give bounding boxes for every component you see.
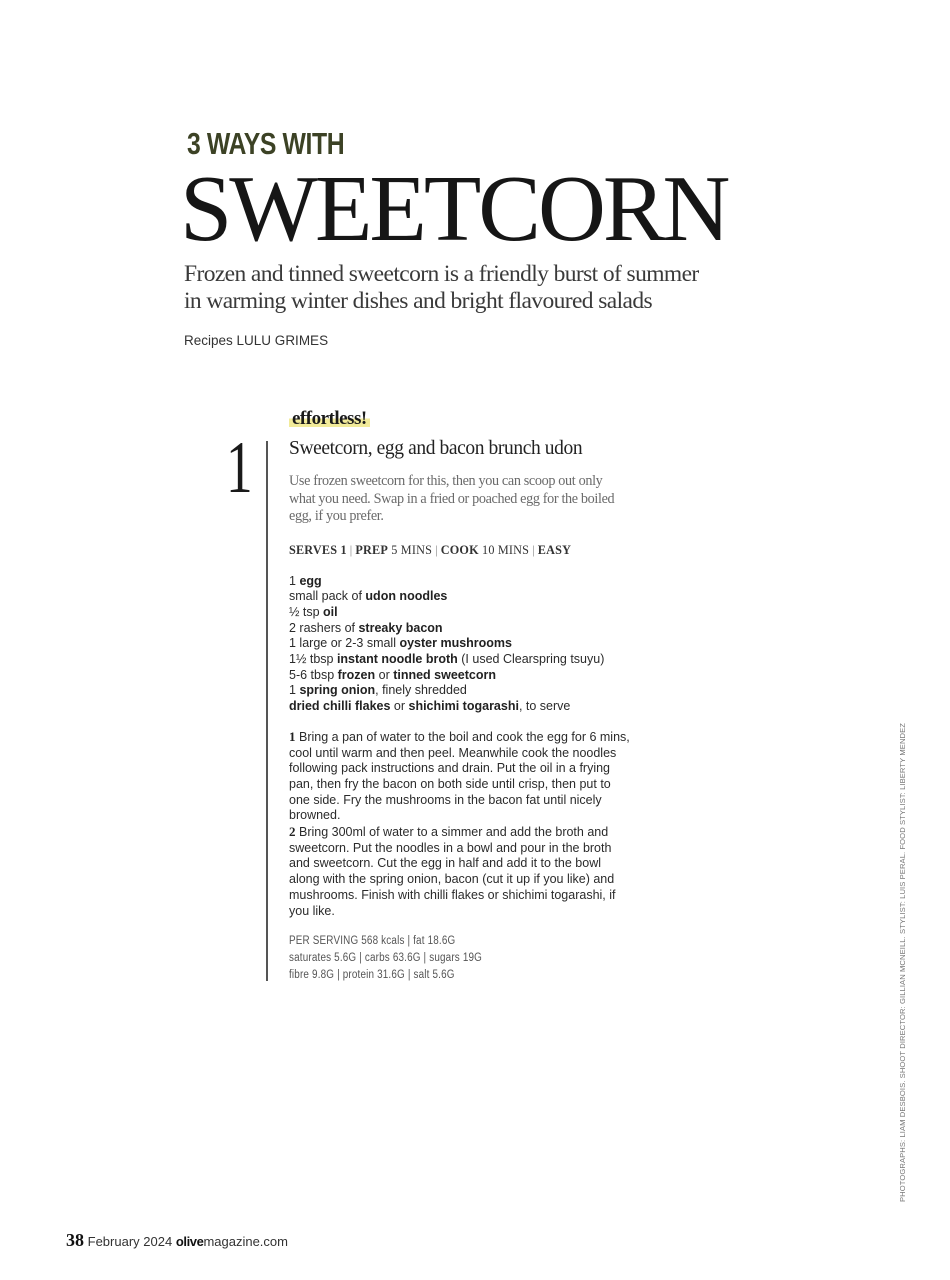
- effortless-tag: effortless!: [289, 408, 370, 430]
- nutrition-info: [289, 933, 586, 984]
- ingredient-item: ½ tsp oil: [289, 604, 338, 619]
- vertical-divider: [266, 441, 268, 981]
- ingredient-item: 1 spring onion, finely shredded: [289, 683, 467, 698]
- ingredient-item: 1 egg: [289, 573, 322, 588]
- photo-credits: PHOTOGRAPHS: LIAM DESBOIS. SHOOT DIRECTOR: GILLIAN MCNEILL. STYLIST: LUIS PERAL. FOOD STYLIST: LIBERTY MENDEZ: [898, 722, 907, 1202]
- method-step: [289, 824, 634, 919]
- difficulty: EASY: [537, 542, 572, 557]
- cook-value: 10 MINS: [482, 542, 530, 557]
- ingredient-item: 5-6 tbsp frozen or tinned sweetcorn: [289, 667, 496, 682]
- recipe-number: 1: [226, 427, 253, 509]
- nutrition-line: saturates 5.6G | carbs 63.6G | sugars 19G: [289, 952, 483, 965]
- standfirst: [184, 261, 744, 315]
- standfirst-line-1: Frozen and tinned sweetcorn is a friendly burst of summer: [184, 261, 699, 287]
- standfirst-line-2: in warming winter dishes and bright flavoured salads: [184, 288, 653, 314]
- site-name: magazine.com: [203, 1234, 288, 1249]
- ingredients-list: [289, 574, 634, 715]
- credit-prefix: Recipes: [184, 333, 233, 348]
- recipes-credit: [184, 333, 328, 348]
- method: [289, 729, 634, 919]
- page-number: 38: [66, 1230, 84, 1250]
- prep-label: PREP: [355, 542, 389, 557]
- ingredient-item: 1 large or 2-3 small oyster mushrooms: [289, 636, 512, 651]
- recipe-block: [289, 436, 634, 984]
- credit-name: LULU GRIMES: [236, 333, 329, 348]
- step-number: 2: [289, 824, 296, 840]
- section-kicker: 3 WAYS WITH: [187, 126, 345, 161]
- recipe-title: Sweetcorn, egg and bacon brunch udon: [289, 438, 583, 459]
- ingredient-item: 2 rashers of streaky bacon: [289, 620, 443, 635]
- step-number: 1: [289, 728, 296, 744]
- nutrition-line: fibre 9.8G | protein 31.6G | salt 5.6G: [289, 969, 455, 982]
- serves-value: 1: [340, 542, 347, 557]
- brand-logo: olive: [175, 1234, 204, 1249]
- prep-value: 5 MINS: [391, 542, 433, 557]
- method-step: [289, 729, 634, 824]
- page-footer: [66, 1230, 288, 1251]
- ingredient-item: small pack of udon noodles: [289, 589, 448, 604]
- nutrition-line: PER SERVING 568 kcals | fat 18.6G: [289, 935, 456, 948]
- issue-date: February 2024: [87, 1234, 173, 1249]
- serves-label: SERVES: [289, 542, 338, 557]
- recipe-intro: Use frozen sweetcorn for this, then you can scoop out only what you need. Swap in a fried or poached egg for the boiled egg, if you prefer.: [289, 473, 615, 524]
- ingredient-item: dried chilli flakes or shichimi togarashi, to serve: [289, 699, 571, 714]
- page-title: SWEETCORN: [180, 157, 728, 261]
- step-text: Bring 300ml of water to a simmer and add the broth and sweetcorn. Put the noodles in a bowl and pour in the broth and sweetcorn. Cut the egg in half and add it to the bowl along with the spring onion, bacon (cut it up if you like) and mushrooms. Finish with chilli flakes or shichimi togarashi, if you like.: [289, 825, 616, 918]
- recipe-meta: SERVES 1 | PREP 5 MINS | COOK 10 MINS | EASY: [289, 542, 572, 557]
- step-text: Bring a pan of water to the boil and cook the egg for 6 mins, cool until warm and then peel. Meanwhile cook the noodles following pack instructions and drain. Put the oil in a frying pan, then fry the bacon on both side until crisp, then put to one side. Fry the mushrooms in the bacon fat until nicely browned.: [289, 729, 630, 823]
- ingredient-item: 1½ tbsp instant noodle broth (I used Clearspring tsuyu): [289, 652, 605, 667]
- cook-label: COOK: [440, 542, 479, 557]
